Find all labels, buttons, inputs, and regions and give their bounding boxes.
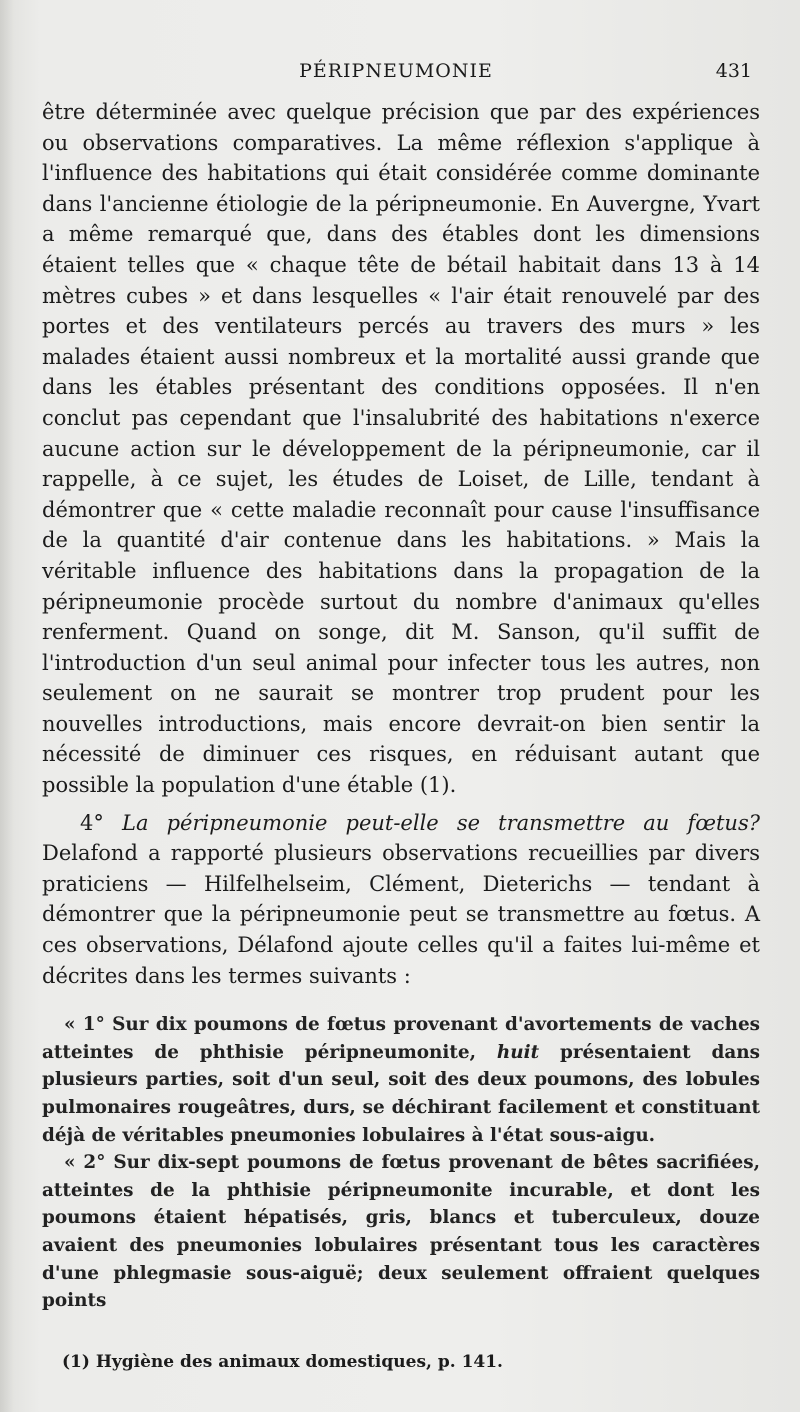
quote-1-emphasis: huit bbox=[496, 1041, 540, 1063]
page-header bbox=[40, 56, 752, 88]
body-text bbox=[42, 97, 760, 1315]
quote-1-end: présentaient dans plusieurs parties, soit d'un seul, soit des deux poumons, des lobules pulmonaires rougeâtres, durs, se déchirant facilement et constituant déjà de véritables pneumonies lobulaires à l'état sous-aigu. bbox=[42, 1041, 761, 1146]
running-title: PÉRIPNEUMONIE bbox=[299, 60, 493, 82]
quote-1-start: « 1° Sur dix poumons de fœtus provenant d'avortements de vaches atteintes de phthisie péripneumonite, bbox=[42, 1014, 760, 1063]
section-number: 4° bbox=[80, 810, 104, 835]
quote-observation-1 bbox=[42, 1011, 760, 1149]
quote-observation-2: « 2° Sur dix-sept poumons de fœtus provenant de bêtes sacrifiées, atteintes de la phthisie péripneumonite incurable, et dont les poumons étaient hépatisés, gris, blancs et tuberculeux, douze avaient des pneumonies lobulaires présentant tous les caractères d'une phlegmasie sous-aiguë; deux seulement offraient quelques points bbox=[42, 1152, 760, 1312]
paragraph-habitations: être déterminée avec quelque précision que par des expériences ou observations comparatives. La même réflexion s'applique à l'influence des habitations qui était considérée comme dominante dans l'ancienne étiologie de la péripneumonie. En Auvergne, Yvart a même remarqué que, dans des étables dont les dimensions étaient telles que « chaque tête de bétail habitait dans 13 à 14 mètres cubes » et dans lesquelles « l'air était renouvelé par des portes et des ventilateurs percés au travers des murs » les malades étaient aussi nombreux et la mortalité aussi grande que dans les étables présentant des conditions opposées. Il n'en conclut pas cependant que l'insalubrité des habitations n'exerce aucune action sur le développement de la péripneumonie, car il rappelle, à ce sujet, les études de Loiset, de Lille, tendant à démontrer que « cette maladie reconnaît pour cause l'insuffisance de la quantité d'air contenue dans les habitations. » Mais la véritable influence des habitations dans la propagation de la péripneumonie procède surtout du nombre d'animaux qu'elles renferment. Quand on songe, dit M. Sanson, qu'il suffit de l'introduction d'un seul animal pour infecter tous les autres, non seulement on ne saurait se montrer trop prudent pour les nouvelles introductions, mais encore devrait-on bien sentir la nécessité de diminuer ces risques, en réduisant autant que possible la population d'une étable (1). bbox=[42, 100, 760, 798]
footnote: (1) Hygiène des animaux domestiques, p. 141. bbox=[62, 1352, 503, 1372]
page-number: 431 bbox=[715, 60, 752, 82]
paragraph-fetus-transmission bbox=[42, 808, 760, 992]
section-heading: La péripneumonie peut-elle se transmettre au fœtus? bbox=[122, 810, 760, 835]
section-text: Delafond a rapporté plusieurs observations recueillies par divers praticiens — Hilfelhelseim, Clément, Dieterichs — tendant à démontrer que la péripneumonie peut se transmettre au fœtus. A ces observations, Délafond ajoute celles qu'il a faites lui-même et décrites dans les termes suivants : bbox=[42, 841, 760, 988]
